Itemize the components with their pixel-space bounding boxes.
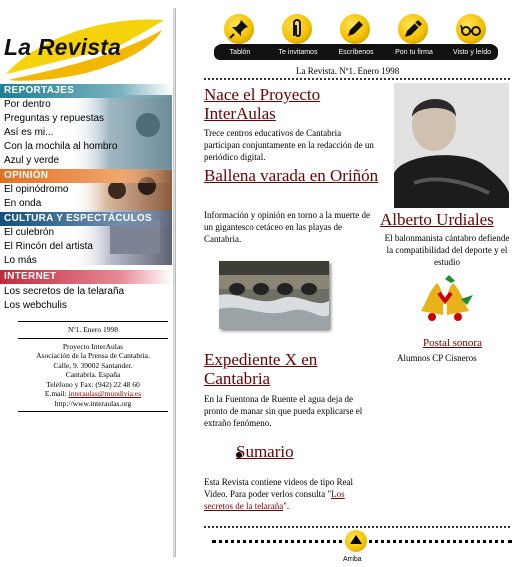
glasses-icon <box>456 14 486 44</box>
top-dotted-rule <box>204 78 510 80</box>
footer-issue: Nº1. Enero 1998 <box>67 325 119 334</box>
back-to-top-icon[interactable] <box>345 530 367 552</box>
nav-item-culebron[interactable]: El culebrón <box>4 227 55 238</box>
nav-item-en-onda[interactable]: En onda <box>4 198 42 209</box>
toolbar-escribenos-label: Escríbenos <box>330 45 382 60</box>
toolbar-visto-leido-label: Visto y leído <box>446 45 498 60</box>
section-heading-reportajes: REPORTAJES <box>0 84 172 98</box>
section-heading-opinion: OPINIÓN <box>0 169 172 183</box>
toolbar-te-invitamos-button[interactable] <box>272 14 324 60</box>
section-heading-internet: INTERNET <box>0 270 172 284</box>
section-heading-cultura: CULTURA Y ESPECTÁCULOS <box>0 212 172 226</box>
left-footer <box>18 318 168 415</box>
nav-item-preguntas[interactable]: Preguntas y repuestas <box>4 113 105 124</box>
nav-item-rincon-artista[interactable]: El Rincón del artista <box>4 241 93 252</box>
toolbar-pon-tu-firma-button[interactable] <box>388 14 440 60</box>
toolbar-visto-leido-button[interactable] <box>446 14 498 60</box>
toolbar-escribenos-button[interactable] <box>330 14 382 60</box>
footer-rule-mid <box>18 338 168 339</box>
footer-rule-bottom <box>18 411 168 412</box>
nav-item-mochila[interactable]: Con la mochila al hombro <box>4 141 118 152</box>
paperclip-icon <box>282 14 312 44</box>
pencil-icon <box>398 14 428 44</box>
logo[interactable] <box>0 6 172 90</box>
summary-quote-open: " <box>327 489 332 499</box>
nav-item-por-dentro[interactable]: Por dentro <box>4 99 51 110</box>
article-expediente-text: En la Fuentona de Ruente el agua deja de pronto de manar sin que pueda explicarse el extraño fenómeno. <box>204 394 363 428</box>
toolbar-tablon-label: Tablón <box>214 45 266 60</box>
summary-quote-close: ". <box>283 501 290 511</box>
footer-line: Asociación de la Prensa de Cantabria. <box>36 351 150 360</box>
issue-line: La Revista. Nº1. Enero 1998 <box>296 66 400 76</box>
summary-text-body: Esta Revista contiene videos de tipo Real Video. Para poder verlos consulta <box>204 477 353 499</box>
footer-email-row <box>18 389 168 399</box>
bottom-dotted-rule <box>204 526 510 528</box>
left-sidebar <box>0 0 172 567</box>
christmas-bells-icon[interactable] <box>415 273 475 329</box>
article-ballena-text: Información y opinión en torno a la muerte de un gigantesco cetáceo en las playas de Cantabria. <box>204 210 370 244</box>
footer-web[interactable]: http://www.interaulas.org <box>54 398 132 408</box>
postal-sonora-text: Alumnos CP Cisneros <box>397 353 477 363</box>
nav-item-azul-verde[interactable]: Azul y verde <box>4 155 60 166</box>
article-ballena-title[interactable]: Ballena varada en Oriñón <box>204 166 379 185</box>
footer-email-link[interactable]: interaulas@mundivia.es <box>68 389 142 398</box>
summary-text <box>204 476 374 512</box>
toolbar-tablon-button[interactable] <box>214 14 266 60</box>
nav-item-opinodromo[interactable]: El opinódromo <box>4 184 69 195</box>
summary-link[interactable]: Sumario <box>236 442 294 461</box>
river-photo[interactable] <box>219 261 329 329</box>
postal-sonora-link[interactable]: Postal sonora <box>423 337 482 349</box>
toolbar-te-invitamos-label: Te invitamos <box>272 45 324 60</box>
toolbar-pon-tu-firma-label: Pon tu firma <box>388 45 440 60</box>
footer-line: Teléfono y Fax: (942) 22 48 60 <box>46 379 140 389</box>
nav-item-asi-es-mi[interactable]: Así es mi... <box>4 127 54 138</box>
pen-icon <box>340 14 370 44</box>
nav-item-lo-mas[interactable]: Lo más <box>4 255 37 266</box>
nav-item-webchulis[interactable]: Los webchulis <box>4 300 67 311</box>
article-urdiales-title[interactable]: Alberto Urdiales <box>380 210 494 229</box>
pushpin-icon <box>224 14 254 44</box>
urdiales-photo[interactable] <box>394 83 509 208</box>
footer-email-label: E.mail: <box>44 389 69 398</box>
article-expediente-title[interactable]: Expediente X en Cantabria <box>204 350 318 388</box>
column-divider <box>173 8 176 557</box>
footer-rule-top <box>18 321 168 322</box>
article-interaulas-title[interactable]: Nace el Proyecto InterAulas <box>204 85 321 123</box>
footer-line: Proyecto InterAulas <box>62 341 124 351</box>
footer-line: Calle, 9. 39002 Santander. <box>53 360 133 370</box>
back-to-top-label[interactable]: Arriba <box>343 556 362 563</box>
footer-line: Cantabria. España <box>65 370 121 379</box>
nav-item-secretos-telarana[interactable]: Los secretos de la telaraña <box>4 286 125 297</box>
article-urdiales-text: El balonmanista cántabro defiende la compatibilidad del deporte y el estudio <box>384 233 510 267</box>
article-interaulas-text: Trece centros educativos de Cantabria participan conjuntamente en la redacción de un periódico digital. <box>204 128 374 162</box>
summary-telarana-link[interactable]: Los secretos de la telaraña <box>204 489 345 511</box>
logo-title: La Revista <box>4 34 122 60</box>
